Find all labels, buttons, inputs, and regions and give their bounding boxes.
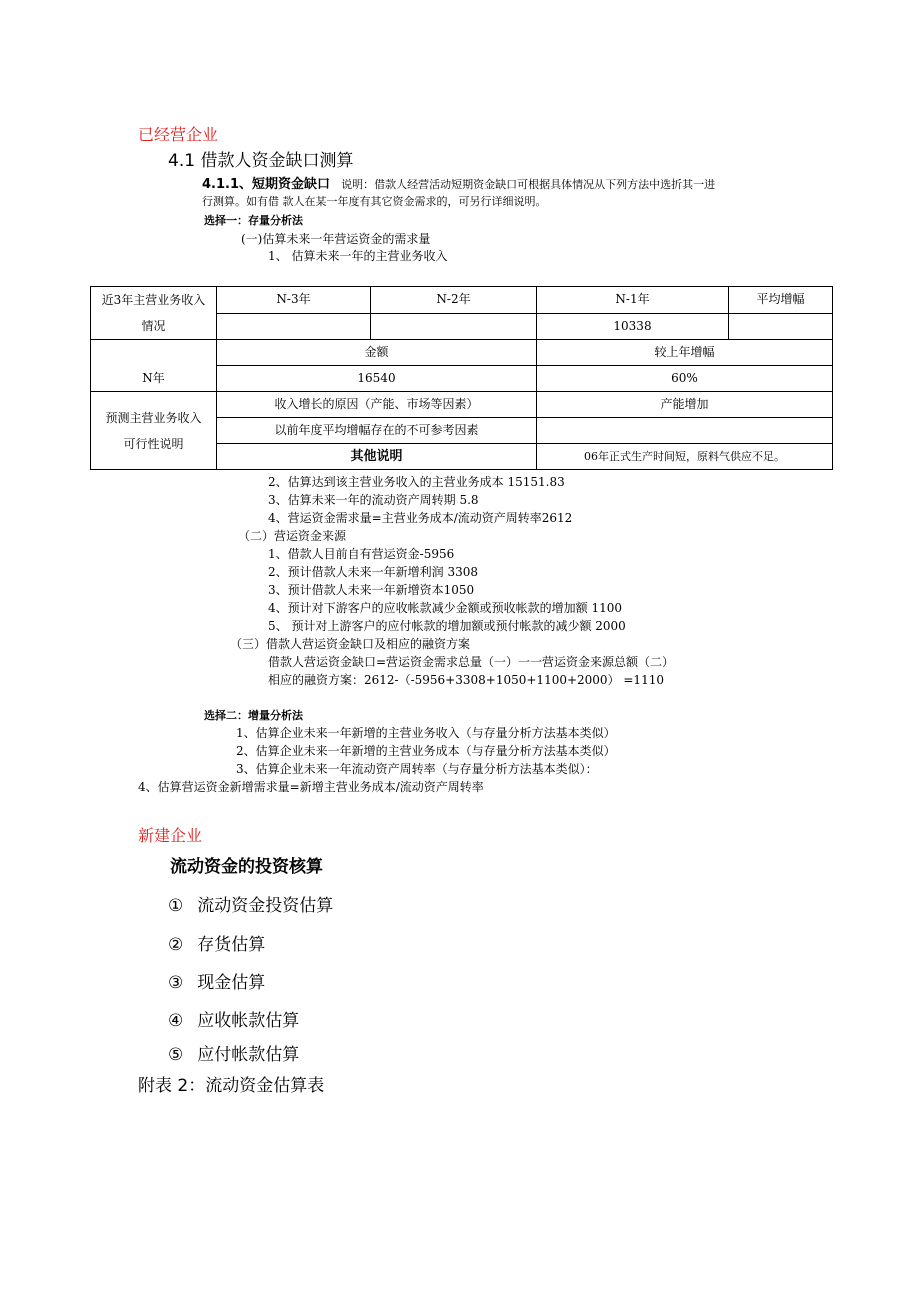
value-n1: 10338 bbox=[537, 313, 729, 340]
wc-item-4-number: ④ bbox=[168, 1011, 184, 1031]
table-row bbox=[91, 287, 833, 314]
item-2-3: 3、预计借款人未来一年新增资本1050 bbox=[268, 583, 475, 597]
heading-4-1-1-line bbox=[202, 173, 715, 192]
note-line-1: 说明：借款人经营活动短期资金缺口可根据具体情况从下列方法中选折其一进 bbox=[341, 178, 716, 191]
wc-item-2-number: ② bbox=[168, 935, 184, 955]
wc-item-1 bbox=[168, 891, 333, 916]
forecast-feasibility-label bbox=[91, 392, 217, 470]
amount-label: 金额 bbox=[217, 340, 537, 366]
amount-value: 16540 bbox=[217, 366, 537, 392]
sub-1-title: (一)估算未来一年营运资金的需求量 bbox=[241, 232, 431, 246]
financing-plan: 相应的融资方案：2612-（-5956+3308+1050+1100+2000） =1110 bbox=[268, 673, 664, 687]
item-1-3: 3、估算未来一年的流动资产周转期 5.8 bbox=[268, 493, 479, 507]
growth-value: 60% bbox=[537, 366, 833, 392]
header-avg-growth: 平均增幅 bbox=[729, 287, 833, 314]
wc-item-5 bbox=[168, 1040, 299, 1065]
header-n3: N-3年 bbox=[217, 287, 371, 314]
value-n3 bbox=[217, 313, 371, 340]
section-new-enterprise: 新建企业 bbox=[138, 826, 203, 845]
recent-revenue-label-a: 近3年主营业务收入 bbox=[101, 293, 206, 307]
recent-revenue-label-b: 情况 bbox=[141, 319, 166, 333]
heading-4-1: 4.1 借款人资金缺口测算 bbox=[168, 151, 354, 171]
item-1-1: 1、 估算未来一年的主营业务收入 bbox=[268, 249, 448, 263]
recent-revenue-label bbox=[91, 287, 217, 340]
gap-formula: 借款人营运资金缺口=营运资金需求总量（一）一一营运资金来源总额（二） bbox=[268, 655, 675, 669]
wc-item-2-label: 存货估算 bbox=[197, 935, 266, 955]
section-existing-enterprise: 已经营企业 bbox=[138, 125, 219, 144]
other-notes-value: 06年正式生产时间短，原料气供应不足。 bbox=[537, 444, 833, 470]
wc-item-3 bbox=[168, 968, 265, 993]
wc-item-3-number: ③ bbox=[168, 973, 184, 993]
item-2-2: 2、预计借款人未来一年新增利润 3308 bbox=[268, 565, 478, 579]
wc-item-4-label: 应收帐款估算 bbox=[197, 1011, 300, 1031]
growth-label: 较上年增幅 bbox=[537, 340, 833, 366]
appendix-title: 附表 2：流动资金估算表 bbox=[138, 1076, 325, 1096]
option-2-item-4: 4、估算营运资金新增需求量=新增主营业务成本/流动资产周转率 bbox=[138, 780, 484, 794]
option-1-title: 选择一：存量分析法 bbox=[204, 214, 303, 227]
item-1-4: 4、营运资金需求量=主营业务成本/流动资产周转率2612 bbox=[268, 511, 573, 525]
option-2-item-1: 1、估算企业未来一年新增的主营业务收入（与存量分析方法基本类似） bbox=[236, 726, 616, 740]
forecast-label-b: 可行性说明 bbox=[123, 436, 184, 451]
header-n2: N-2年 bbox=[371, 287, 537, 314]
note-line-2: 行测算。如有借 款人在某一年度有其它资金需求的，可另行详细说明。 bbox=[202, 195, 547, 208]
heading-4-1-1: 4.1.1、短期资金缺口 bbox=[202, 177, 331, 192]
working-capital-title: 流动资金的投资核算 bbox=[170, 857, 323, 877]
wc-item-3-label: 现金估算 bbox=[197, 973, 266, 993]
reference-factors-label: 以前年度平均增幅存在的不可参考因素 bbox=[217, 418, 537, 444]
item-1-2: 2、估算达到该主营业务收入的主营业务成本 15151.83 bbox=[268, 475, 565, 489]
table-row bbox=[91, 392, 833, 418]
wc-item-5-label: 应付帐款估算 bbox=[197, 1045, 300, 1065]
wc-item-1-number: ① bbox=[168, 896, 184, 916]
header-n1: N-1年 bbox=[537, 287, 729, 314]
reason-label: 收入增长的原因（产能、市场等因素） bbox=[217, 392, 537, 418]
item-2-5: 5、 预计对上游客户的应付帐款的增加额或预付帐款的减少额 2000 bbox=[268, 619, 626, 633]
table-row bbox=[91, 340, 833, 366]
option-2-item-3: 3、估算企业未来一年流动资产周转率（与存量分析方法基本类似）： bbox=[236, 762, 598, 776]
option-2-item-2: 2、估算企业未来一年新增的主营业务成本（与存量分析方法基本类似） bbox=[236, 744, 616, 758]
year-n-label: N年 bbox=[91, 340, 217, 392]
wc-item-1-label: 流动资金投资估算 bbox=[197, 896, 334, 916]
option-2-title: 选择二：增量分析法 bbox=[204, 709, 303, 722]
value-n2 bbox=[371, 313, 537, 340]
item-2-1: 1、借款人目前自有营运资金-5956 bbox=[268, 547, 455, 561]
wc-item-4 bbox=[168, 1006, 299, 1031]
wc-item-2 bbox=[168, 930, 265, 955]
forecast-label-a: 预测主营业务收入 bbox=[105, 410, 202, 425]
sub-3-title: （三）借款人营运资金缺口及相应的融资方案 bbox=[230, 637, 471, 651]
reference-factors-value bbox=[537, 418, 833, 444]
reason-value: 产能增加 bbox=[537, 392, 833, 418]
sub-2-title: （二）营运资金来源 bbox=[238, 529, 347, 543]
wc-item-5-number: ⑤ bbox=[168, 1045, 184, 1065]
item-2-4: 4、预计对下游客户的应收帐款减少金额或预收帐款的增加额 1100 bbox=[268, 601, 622, 615]
other-notes-label: 其他说明 bbox=[217, 444, 537, 470]
revenue-table bbox=[90, 286, 833, 470]
value-avg-growth bbox=[729, 313, 833, 340]
